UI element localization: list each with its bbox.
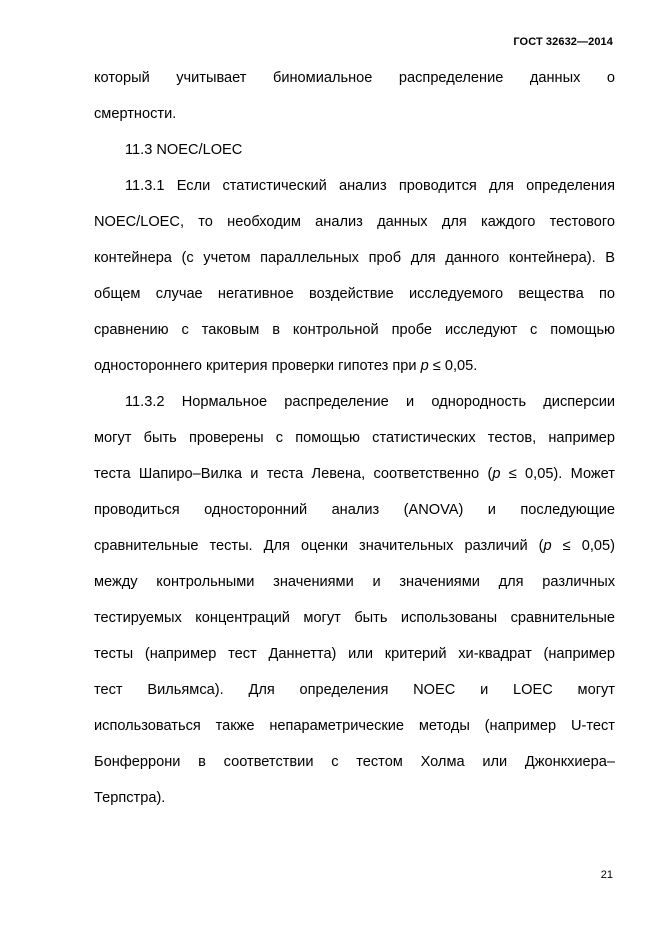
text-line: смертности.	[94, 106, 177, 122]
body-text	[94, 60, 615, 816]
text-line: тест Вильямса). Для определения NOEC и LOEC могут	[94, 682, 615, 698]
page-number: 21	[600, 869, 613, 881]
symbol-p: p	[420, 358, 429, 374]
text-line: теста Шапиро–Вилка и теста Левена, соответственно (p ≤ 0,05). Может	[94, 466, 615, 482]
text-line: NOEC/LOEC, то необходим анализ данных для каждого тестового	[94, 214, 615, 230]
symbol-p: p	[543, 538, 552, 554]
text-line: 11.3.2 Нормальное распределение и однородность дисперсии	[125, 394, 615, 410]
text-line: тестируемых концентраций могут быть использованы сравнительные	[94, 610, 615, 626]
text-line: одностороннего критерия проверки гипотез при p ≤ 0,05.	[94, 358, 478, 374]
text-line: Терпстра).	[94, 790, 166, 806]
text-line: общем случае негативное воздействие исследуемого вещества по	[94, 286, 615, 302]
text-line: тесты (например тест Даннетта) или критерий хи-квадрат (например	[94, 646, 615, 662]
text-line: сравнительные тесты. Для оценки значительных различий (p ≤ 0,05)	[94, 538, 615, 554]
text-line: использоваться также непараметрические методы (например U-тест	[94, 718, 615, 734]
text-line: 11.3 NOEC/LOEC	[125, 142, 243, 158]
text-line: 11.3.1 Если статистический анализ проводится для определения	[125, 178, 615, 194]
text-line: который учитывает биномиальное распределение данных о	[94, 70, 615, 86]
standard-code: ГОСТ 32632—2014	[513, 36, 613, 48]
text-line: могут быть проверены с помощью статистических тестов, например	[94, 430, 615, 446]
text-line: между контрольными значениями и значениями для различных	[94, 574, 615, 590]
text-line: сравнению с таковым в контрольной пробе исследуют с помощью	[94, 322, 615, 338]
text-line: Бонферрони в соответствии с тестом Холма или Джонкхиера–	[94, 754, 615, 770]
text-line: контейнера (с учетом параллельных проб для данного контейнера). В	[94, 250, 615, 266]
symbol-p: p	[492, 466, 501, 482]
text-line: проводиться односторонний анализ (ANOVA) и последующие	[94, 502, 615, 518]
document-header	[513, 36, 613, 48]
